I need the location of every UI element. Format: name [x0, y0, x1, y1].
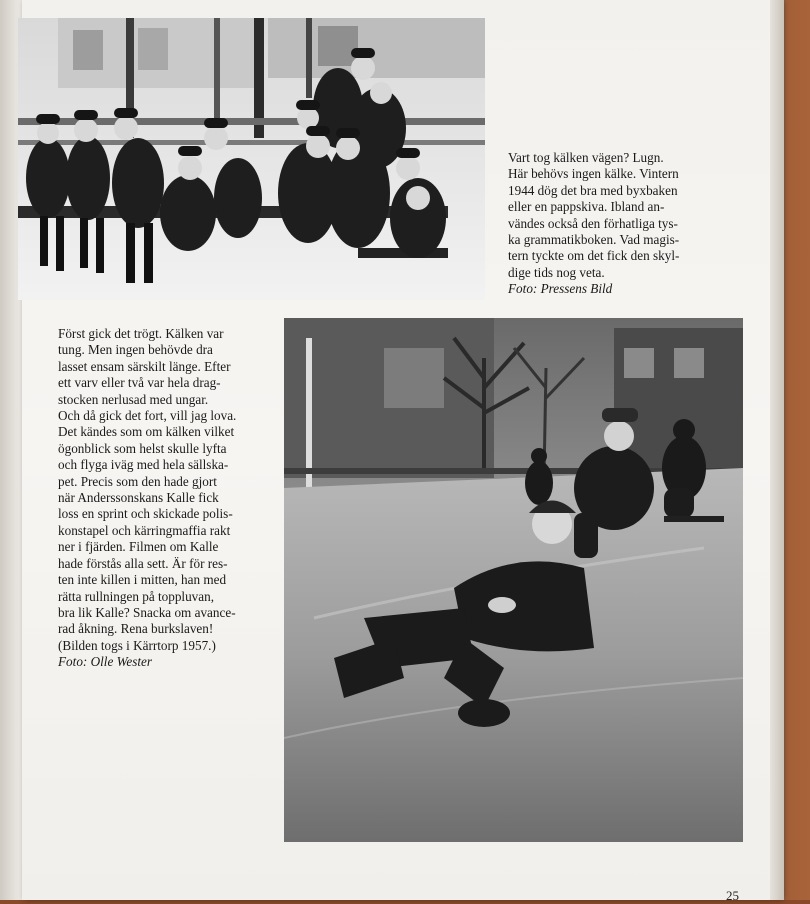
caption-line: pet. Precis som den hade gjort — [58, 473, 217, 489]
photo-credit: Foto: Olle Wester — [58, 654, 153, 670]
caption-line: 1944 dög det bra med byxbaken — [508, 182, 678, 198]
caption-line: ögonblick som helst skulle lyfta — [58, 440, 227, 456]
caption-line: ett varv eller två var hela drag- — [58, 375, 221, 391]
photo-boys-sliding-on-ice — [284, 318, 743, 842]
caption-left — [58, 326, 236, 671]
photo-credit: Foto: Pressens Bild — [508, 281, 613, 297]
caption-line: rätta rullningen på toppluvan, — [58, 588, 215, 604]
caption-line: ten inte killen i mitten, han med — [58, 572, 227, 588]
caption-line: Och då gick det fort, vill jag lova. — [58, 408, 237, 424]
caption-top — [508, 150, 679, 298]
caption-line: ner i fjärden. Filmen om Kalle — [58, 539, 219, 555]
caption-line: Vart tog kälken vägen? Lugn. — [508, 150, 664, 165]
caption-line: lasset ensam särskilt länge. Efter — [58, 358, 231, 374]
page-number: 25 — [726, 888, 739, 903]
caption-line: konstapel och kärringmaffia rakt — [58, 522, 231, 538]
caption-line: Först gick det trögt. Kälken var — [58, 326, 224, 341]
caption-line: när Anderssonskans Kalle fick — [58, 490, 219, 506]
caption-line: (Bilden togs i Kärrtorp 1957.) — [58, 637, 216, 653]
caption-line: Det kändes som om kälken vilket — [58, 424, 235, 440]
caption-line: stocken nerlusad med ungar. — [58, 391, 209, 407]
page-edge — [770, 0, 784, 900]
caption-line: vändes också den förhatliga tys- — [508, 215, 678, 231]
caption-line: dige tids nog veta. — [508, 264, 605, 280]
caption-line: eller en pappskiva. Ibland an- — [508, 199, 665, 215]
caption-line: och flyga iväg med hela sällska- — [58, 457, 229, 473]
caption-line: loss en sprint och skickade polis- — [58, 506, 233, 522]
caption-line: bra lik Kalle? Snacka om avance- — [58, 604, 236, 620]
caption-line: tern tyckte om det fick den skyl- — [508, 248, 680, 264]
photo-children-on-sled — [18, 18, 485, 300]
caption-line: rad åkning. Rena burkslaven! — [58, 621, 214, 637]
caption-line: Här behövs ingen kälke. Vintern — [508, 166, 679, 182]
caption-line: hade förstås alla sett. Är för res- — [58, 555, 228, 571]
caption-line: tung. Men ingen behövde dra — [58, 342, 213, 358]
caption-line: ka grammatikboken. Vad magis- — [508, 232, 680, 248]
